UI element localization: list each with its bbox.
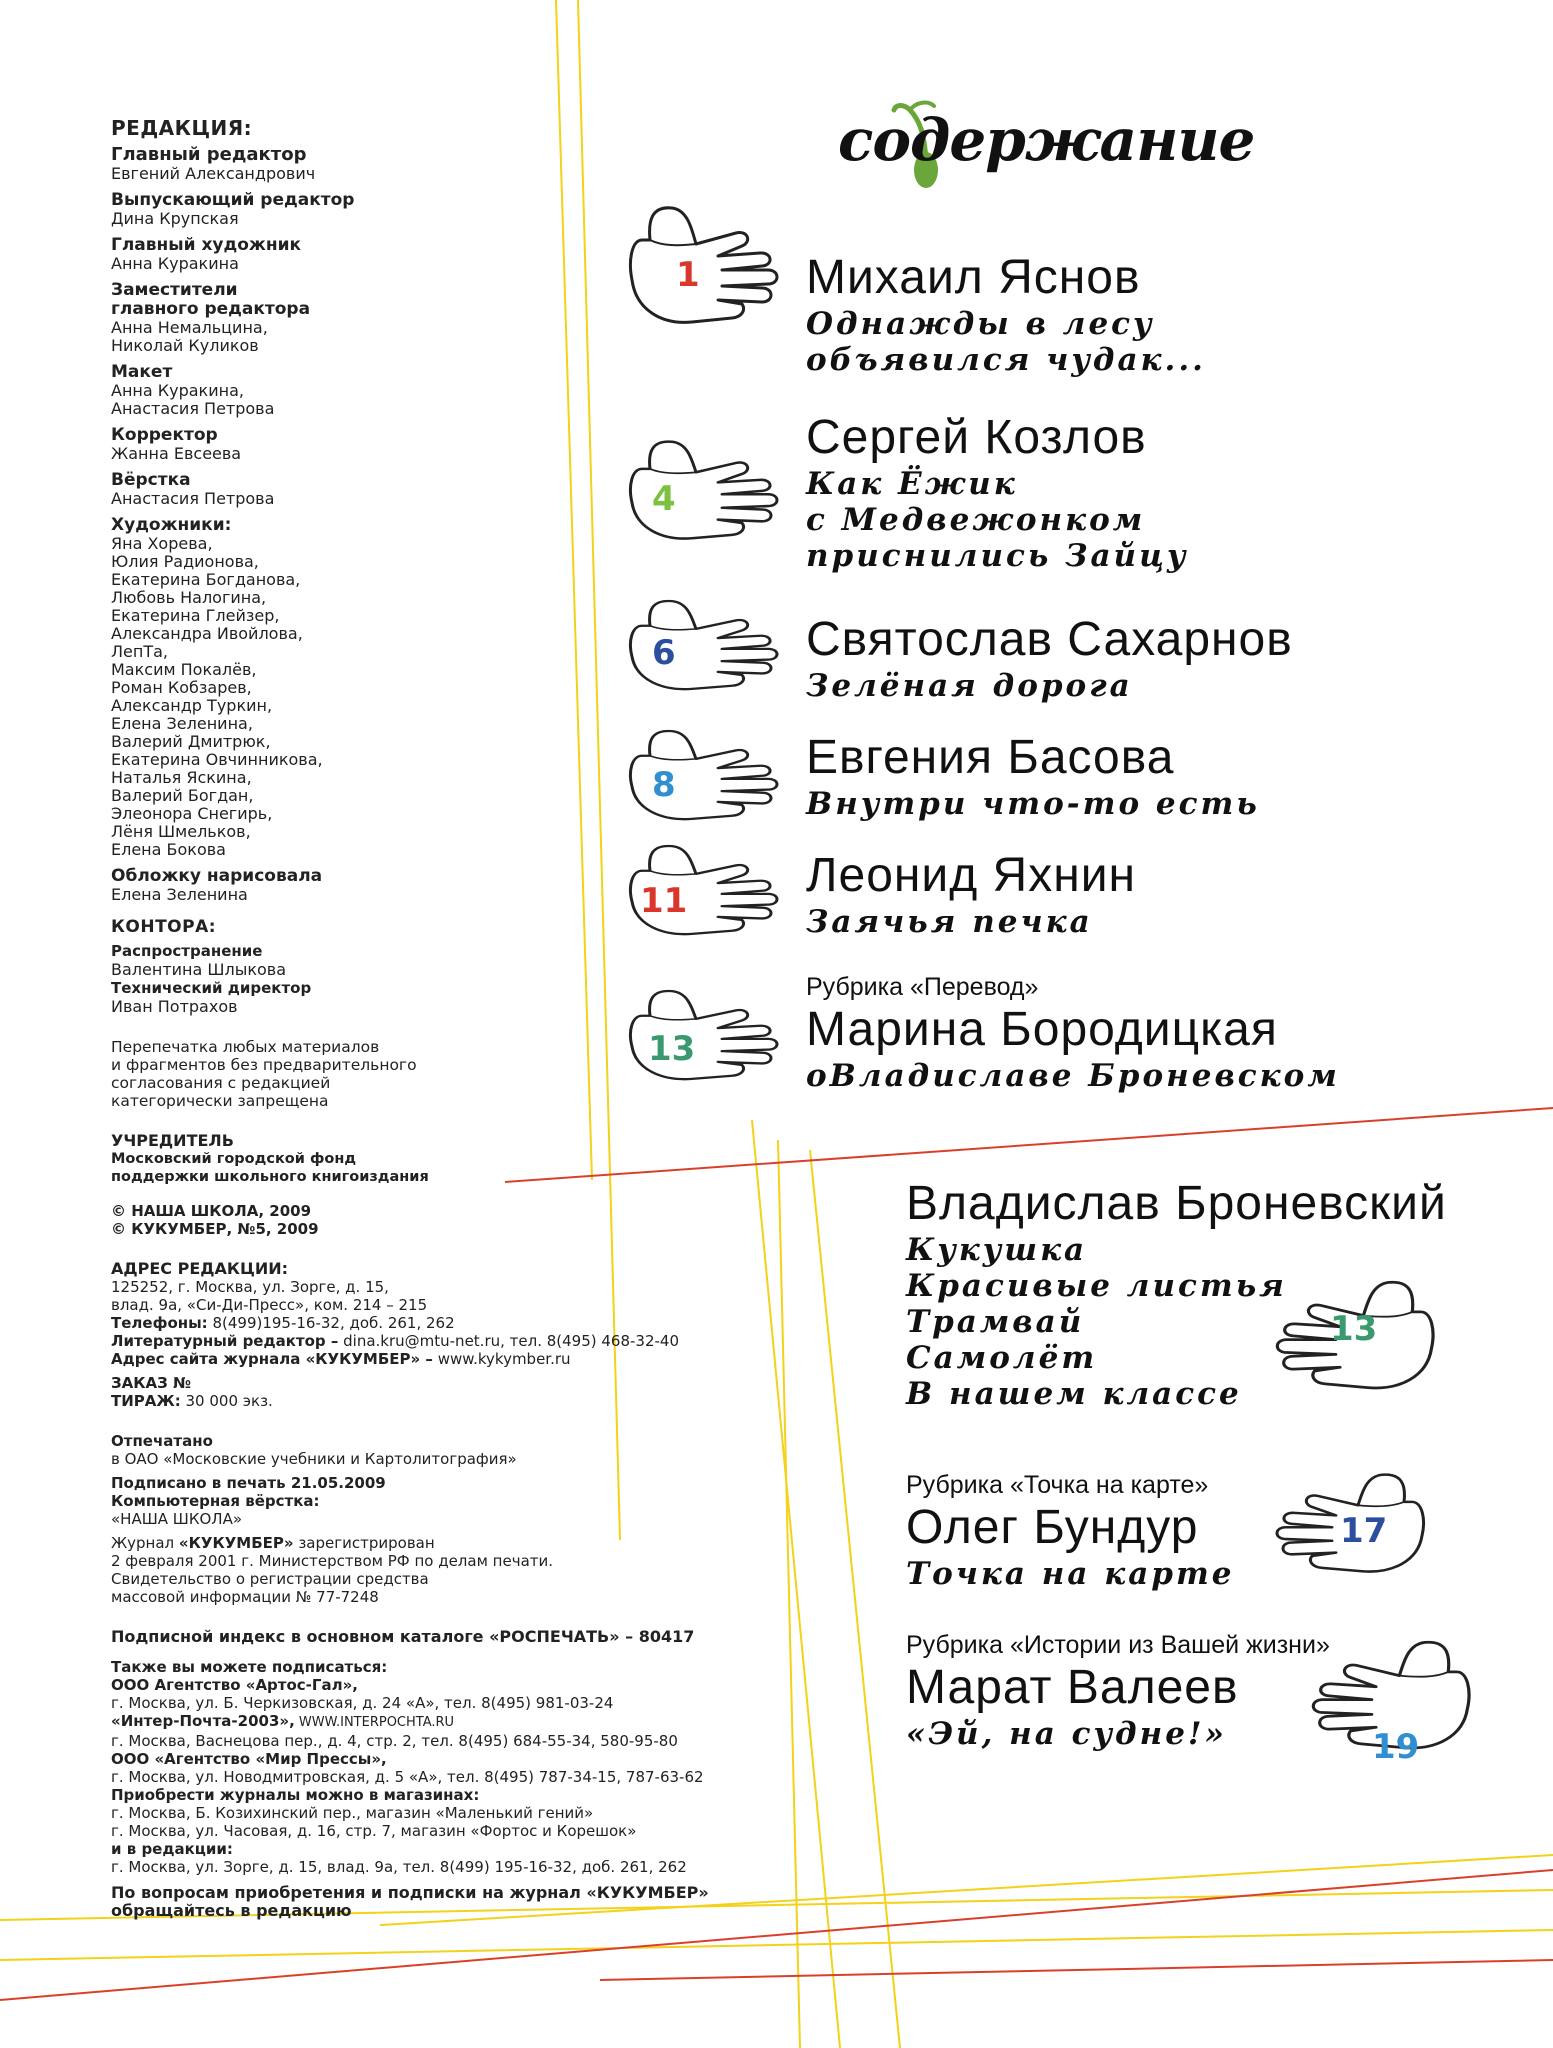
phones-label: Телефоны: xyxy=(111,1314,208,1332)
address-line: 125252, г. Москва, ул. Зорге, д. 15, xyxy=(111,1278,389,1296)
phones-line xyxy=(111,1314,721,1332)
artist-name: Елена Зеленина, xyxy=(111,714,253,733)
printed-label: Отпечатано xyxy=(111,1432,213,1450)
typesetting-name: Анастасия Петрова xyxy=(111,489,275,508)
copyright-line: © НАША ШКОЛА, 2009 xyxy=(111,1202,312,1220)
print-run-value: 30 000 экз. xyxy=(180,1392,273,1410)
questions-line: По вопросам приобретения и подписки на журнал «КУКУМБЕР» xyxy=(111,1883,709,1902)
page-number: 11 xyxy=(640,881,688,921)
layout-name: Анастасия Петрова xyxy=(111,399,275,418)
issuing-editor-name: Дина Крупская xyxy=(111,209,239,228)
hand-icon xyxy=(622,435,782,545)
artist-name: Александр Туркин, xyxy=(111,696,273,715)
author-name: Евгения Басова xyxy=(806,731,1175,784)
page-number: 1 xyxy=(676,255,700,295)
printed-value: в ОАО «Московские учебники и Картолитография» xyxy=(111,1450,517,1468)
deputies-role-2: главного редактора xyxy=(111,299,311,319)
address-block xyxy=(111,1260,721,1410)
artist-name: Роман Кобзарев, xyxy=(111,678,252,697)
site-label: Адрес сайта журнала «КУКУМБЕР» – xyxy=(111,1350,433,1368)
contents-entry[interactable] xyxy=(906,1470,1235,1592)
contents-entry[interactable] xyxy=(906,1630,1330,1752)
subscription-block xyxy=(111,1628,721,1920)
artist-name: Екатерина Овчинникова, xyxy=(111,750,323,769)
chief-artist-role: Главный художник xyxy=(111,235,302,255)
shops-label: Приобрести журналы можно в магазинах: xyxy=(111,1786,480,1804)
page-number: 17 xyxy=(1340,1511,1388,1551)
artists-role: Художники: xyxy=(111,515,232,535)
page-number: 8 xyxy=(652,765,676,805)
lit-editor-line xyxy=(111,1332,721,1350)
reg-suffix: зарегистрирован xyxy=(293,1534,435,1552)
page-number: 6 xyxy=(652,633,676,673)
work-title: «Эй, на судне!» xyxy=(906,1716,1227,1752)
rubric-label: Рубрика «Истории из Вашей жизни» xyxy=(906,1631,1330,1659)
founder-block xyxy=(111,1132,721,1186)
lit-editor-value: dina.kru@mtu-net.ru, тел. 8(495) 468-32-40 xyxy=(338,1332,680,1350)
editorial-heading: РЕДАКЦИЯ: xyxy=(111,116,253,140)
proofreader-name: Жанна Евсеева xyxy=(111,444,242,463)
founder-line: поддержки школьного книгоиздания xyxy=(111,1169,429,1185)
contents-entry[interactable] xyxy=(806,612,1293,704)
reprint-line: согласования с редакцией xyxy=(111,1074,331,1092)
artist-name: Лёня Шмельков, xyxy=(111,822,251,841)
distribution-name: Валентина Шлыкова xyxy=(111,960,287,979)
shops-line: г. Москва, ул. Часовая, д. 16, стр. 7, магазин «Фортос и Корешок» xyxy=(111,1822,637,1840)
artist-name: Яна Хорева, xyxy=(111,534,213,553)
artist-name: Наталья Яскина, xyxy=(111,768,252,787)
distribution-role: Распространение xyxy=(111,942,263,960)
deputy-name: Николай Куликов xyxy=(111,336,259,355)
contents-entry[interactable] xyxy=(806,848,1136,940)
registration-line: Свидетельство о регистрации средства xyxy=(111,1570,429,1588)
agency2-addr: г. Москва, Васнецова пер., д. 4, стр. 2, тел. 8(495) 684-55-34, 580-95-80 xyxy=(111,1732,678,1750)
agency3-addr: г. Москва, ул. Новодмитровская, д. 5 «А», тел. 8(495) 787-34-15, 787-63-62 xyxy=(111,1768,704,1786)
agency2-line xyxy=(111,1712,721,1732)
artist-name: Валерий Дмитрюк, xyxy=(111,732,271,751)
computer-layout-value: «НАША ШКОЛА» xyxy=(111,1510,243,1528)
agency2-site: WWW.INTERPOCHTA.RU xyxy=(294,1715,455,1730)
print-run-line xyxy=(111,1392,721,1410)
subscription-index: Подписной индекс в основном каталоге «РОСПЕЧАТЬ» – 80417 xyxy=(111,1627,695,1646)
address-heading: АДРЕС РЕДАКЦИИ: xyxy=(111,1259,288,1278)
layout-role: Макет xyxy=(111,362,173,382)
author-name: Владислав Броневский xyxy=(906,1177,1447,1230)
copyright-block xyxy=(111,1202,721,1238)
artist-name: Екатерина Глейзер, xyxy=(111,606,280,625)
address-line: влад. 9а, «Си-Ди-Пресс», ком. 214 – 215 xyxy=(111,1296,428,1314)
work-title: Точка на карте xyxy=(906,1556,1235,1592)
signed-label: Подписано в печать 21.05.2009 xyxy=(111,1474,386,1492)
hand-icon xyxy=(622,985,782,1085)
computer-layout-label: Компьютерная вёрстка: xyxy=(111,1492,320,1510)
contents-entry[interactable] xyxy=(906,1176,1447,1412)
work-title: с Медвежонком xyxy=(806,502,1146,538)
page-number: 13 xyxy=(1330,1309,1378,1349)
contents-title-block xyxy=(838,98,1255,208)
reprint-line: и фрагментов без предварительного xyxy=(111,1056,417,1074)
contents-entry[interactable] xyxy=(806,250,1206,378)
agency3-name: ООО «Агентство «Мир Прессы», xyxy=(111,1750,387,1768)
reg-bold: «КУКУМБЕР» xyxy=(178,1534,294,1552)
artist-name: Элеонора Снегирь, xyxy=(111,804,273,823)
artist-name: Валерий Богдан, xyxy=(111,786,254,805)
rubric-label: Рубрика «Точка на карте» xyxy=(906,1471,1209,1499)
work-title: приснились Зайцу xyxy=(806,538,1189,574)
page-number: 19 xyxy=(1372,1727,1420,1767)
contents-entry[interactable] xyxy=(806,410,1189,574)
agency1-addr: г. Москва, ул. Б. Черкизовская, д. 24 «А», тел. 8(495) 981-03-24 xyxy=(111,1694,614,1712)
cover-role: Обложку нарисовала xyxy=(111,866,323,886)
author-name: Марина Бородицкая xyxy=(806,1003,1278,1056)
work-title: Заячья печка xyxy=(806,904,1093,940)
work-title: В нашем классе xyxy=(906,1376,1242,1412)
work-title: Зелёная дорога xyxy=(806,668,1133,704)
reg-prefix: Журнал xyxy=(111,1534,179,1552)
tech-director-role: Технический директор xyxy=(111,979,312,997)
chief-artist-name: Анна Куракина xyxy=(111,254,239,273)
issuing-editor-role: Выпускающий редактор xyxy=(111,190,355,210)
registration-line: 2 февраля 2001 г. Министерством РФ по делам печати. xyxy=(111,1552,554,1570)
print-run-label: ТИРАЖ: xyxy=(111,1392,181,1410)
artist-name: Александра Ивойлова, xyxy=(111,624,303,643)
site-line xyxy=(111,1350,721,1368)
work-title: Кукушка xyxy=(906,1232,1088,1268)
work-title: объявился чудак... xyxy=(806,342,1206,378)
order-label: ЗАКАЗ № xyxy=(111,1374,192,1392)
artist-name: ЛепТа, xyxy=(111,642,168,661)
author-name: Леонид Яхнин xyxy=(806,849,1137,902)
registration-line xyxy=(111,1534,721,1552)
proofreader-role: Корректор xyxy=(111,425,218,445)
hand-icon xyxy=(622,595,782,695)
shops-line: г. Москва, Б. Козихинский пер., магазин «Маленький гений» xyxy=(111,1804,594,1822)
work-title: Как Ёжик xyxy=(806,466,1018,502)
copyright-line: © КУКУМБЕР, №5, 2009 xyxy=(111,1220,319,1238)
author-name: Олег Бундур xyxy=(906,1501,1199,1554)
author-name: Марат Валеев xyxy=(906,1661,1239,1714)
artist-name: Екатерина Богданова, xyxy=(111,570,301,589)
contents-entry[interactable] xyxy=(806,972,1340,1094)
questions-line: обращайтесь в редакцию xyxy=(111,1901,352,1920)
office-heading: КОНТОРА: xyxy=(111,917,217,937)
deputies-role: Заместители xyxy=(111,280,238,300)
lit-editor-label: Литературный редактор – xyxy=(111,1332,339,1350)
in-office-label: и в редакции: xyxy=(111,1840,233,1858)
hand-icon xyxy=(622,725,782,825)
chief-editor-role: Главный редактор xyxy=(111,144,307,165)
printing-block xyxy=(111,1432,721,1606)
contents-entry[interactable] xyxy=(806,730,1260,822)
author-name: Святослав Сахарнов xyxy=(806,613,1293,666)
work-title: Красивые листья xyxy=(906,1268,1287,1304)
founder-line: Московский городской фонд xyxy=(111,1151,357,1167)
tech-director-name: Иван Потрахов xyxy=(111,997,238,1016)
work-title: Самолёт xyxy=(906,1340,1098,1376)
layout-name: Анна Куракина, xyxy=(111,381,244,400)
rubric-label: Рубрика «Перевод» xyxy=(806,973,1039,1001)
work-title: Внутри что-то есть xyxy=(806,786,1260,822)
chief-editor-name: Евгений Александрович xyxy=(111,164,316,183)
hand-icon xyxy=(622,200,782,330)
work-title: оВладиславе Броневском xyxy=(806,1058,1340,1094)
cover-name: Елена Зеленина xyxy=(111,885,248,904)
in-office-value: г. Москва, ул. Зорге, д. 15, влад. 9а, тел. 8(499) 195-16-32, доб. 261, 262 xyxy=(111,1858,687,1876)
author-name: Михаил Яснов xyxy=(806,251,1141,304)
contents-title: содержание xyxy=(838,106,1255,174)
registration-line: массовой информации № 77-7248 xyxy=(111,1588,379,1606)
author-name: Сергей Козлов xyxy=(806,411,1147,464)
artist-name: Елена Бокова xyxy=(111,840,226,859)
work-title: Однажды в лесу xyxy=(806,306,1155,342)
agency1-name: ООО Агентство «Артос-Гал», xyxy=(111,1676,358,1694)
reprint-line: категорически запрещена xyxy=(111,1092,329,1110)
site-value: www.kykymber.ru xyxy=(432,1350,571,1368)
reprint-line: Перепечатка любых материалов xyxy=(111,1038,380,1056)
deputy-name: Анна Немальцина, xyxy=(111,318,268,337)
typesetting-role: Вёрстка xyxy=(111,470,191,490)
artist-name: Максим Покалёв, xyxy=(111,660,257,679)
work-title: Трамвай xyxy=(906,1304,1085,1340)
agency2-name: «Интер-Почта-2003», xyxy=(111,1712,295,1730)
founder-heading: УЧРЕДИТЕЛЬ xyxy=(111,1131,234,1150)
also-subscribe: Также вы можете подписаться: xyxy=(111,1658,388,1676)
page-number: 13 xyxy=(648,1029,696,1069)
artist-name: Любовь Налогина, xyxy=(111,588,267,607)
artist-name: Юлия Радионова, xyxy=(111,552,259,571)
phones-value: 8(499)195-16-32, доб. 261, 262 xyxy=(207,1314,455,1332)
page-number: 4 xyxy=(652,479,676,519)
